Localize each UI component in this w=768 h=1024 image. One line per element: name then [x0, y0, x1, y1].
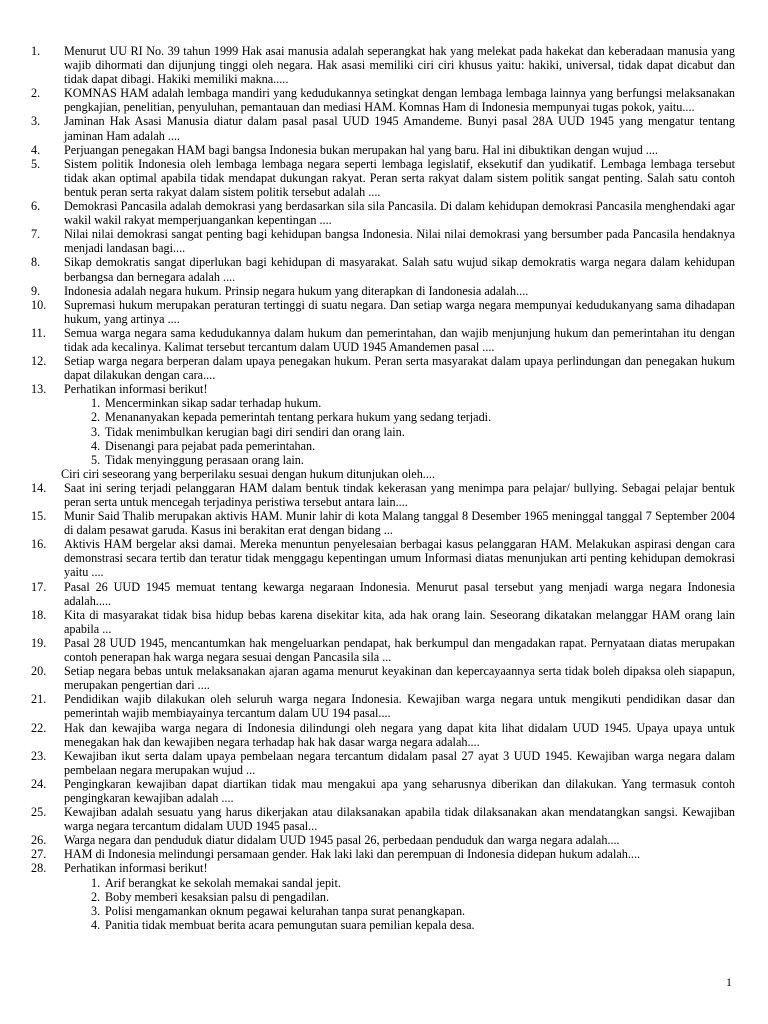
question-number: 16. [31, 537, 47, 552]
option-text: Polisi mengamankan oknum pegawai kelurahan tanpa surat penangkapan. [105, 903, 466, 918]
question-body [64, 805, 735, 833]
question-list [31, 44, 735, 932]
question-item [31, 580, 735, 608]
question-number: 6. [31, 199, 41, 214]
page-number: 1 [726, 975, 732, 989]
question-option [59, 453, 735, 467]
question-body [64, 580, 735, 608]
question-number: 20. [31, 664, 47, 679]
question-option [59, 439, 735, 453]
question-text: Pasal 28 UUD 1945, mencantumkan hak mengeluarkan pendapat, hak berkumpul dan mengadakan rapat. Pernyataan diatas merupakan contoh penerapan hak warga negara sesuai dengan Pancasila sila ... [64, 635, 735, 665]
question-body [64, 114, 735, 142]
option-number: 2. [91, 410, 101, 425]
option-number: 5. [91, 452, 101, 467]
question-body [64, 481, 735, 509]
question-body [64, 44, 735, 86]
question-body [64, 284, 735, 298]
option-number: 3. [91, 424, 101, 439]
question-body [64, 354, 735, 382]
question-option [59, 410, 735, 424]
question-text: Saat ini sering terjadi pelanggaran HAM dalam bentuk tindak kekerasan yang menimpa para pelajar/ bullying. Sebagai pelajar bentuk peran serta untuk mencegah terjadinya peristiwa tersebut antara lain.... [64, 480, 735, 509]
option-number: 1. [91, 396, 101, 411]
question-number: 27. [31, 847, 47, 862]
question-text: Nilai nilai demokrasi sangat penting bagi kehidupan bangsa Indonesia. Nilai nilai demokrasi yang bersumber pada Pancasila hendaknya menjadi landasan bagi.... [64, 227, 735, 256]
question-item [31, 86, 735, 114]
question-number: 15. [31, 509, 47, 524]
question-body [64, 749, 735, 777]
question-item [31, 692, 735, 720]
question-item [31, 481, 735, 509]
question-option [59, 918, 735, 932]
question-body [64, 537, 735, 579]
question-item [31, 143, 735, 157]
question-number: 5. [31, 156, 41, 171]
question-body [64, 255, 735, 283]
question-prompt: Ciri ciri seseorang yang berperilaku sesuai dengan hukum ditunjukan oleh.... [61, 466, 435, 481]
option-number: 4. [91, 917, 101, 932]
option-text: Mencerminkan sikap sadar terhadap hukum. [105, 396, 322, 411]
option-text: Tidak menyinggung perasaan orang lain. [105, 452, 304, 467]
question-number: 25. [31, 805, 47, 820]
question-option [59, 396, 735, 410]
question-body [64, 157, 735, 199]
option-number: 1. [91, 875, 101, 890]
question-body [64, 664, 735, 692]
question-item [31, 861, 735, 875]
question-number: 13. [31, 382, 47, 397]
question-text: Semua warga negara sama kedudukannya dalam hukum dan pemerintahan, dan wajib menjunjung hukum dan pemerintahan itu dengan tidak ada kecalinya. Kalimat tersebut tercantum dalam UUD 1945 Amandemen pasal .... [64, 325, 735, 354]
question-item [31, 255, 735, 283]
question-number: 28. [31, 861, 47, 876]
question-number: 23. [31, 748, 47, 763]
question-number: 12. [31, 354, 47, 369]
question-text: Sistem politik Indonesia oleh lembaga lembaga negara seperti lembaga legislatif, eksekutif dan yudikatif. Lembaga lembaga tersebut tidak akan optimal apabila tidak mendapat dukungan rakyat. Peran serta rakyat dalam sistem politik sangat penting. Salah satu contoh bentuk peran serta rakyat dalam sistem politik tersebut adalah .... [64, 156, 735, 199]
question-item [31, 777, 735, 805]
question-option [59, 425, 735, 439]
question-item [31, 354, 735, 382]
question-body [64, 861, 735, 875]
question-item [31, 284, 735, 298]
question-item [31, 199, 735, 227]
question-number: 1. [31, 44, 41, 58]
question-item [31, 227, 735, 255]
option-number: 2. [91, 889, 101, 904]
option-text: Arif berangkat ke sekolah memakai sandal jepit. [105, 875, 341, 890]
question-number: 19. [31, 635, 47, 650]
question-number: 21. [31, 692, 47, 707]
option-text: Panitia tidak membuat berita acara pemungutan suara pemilian kepala desa. [105, 917, 475, 932]
question-number: 10. [31, 297, 47, 312]
question-number: 14. [31, 480, 47, 495]
option-number: 4. [91, 438, 101, 453]
question-body [64, 143, 735, 157]
question-text: Setiap warga negara berperan dalam upaya penegakan hukum. Peran serta masyarakat dalam upaya perlindungan dan penegakan hukum dapat dilakukan dengan cara.... [64, 354, 735, 383]
question-text: Kewajiban ikut serta dalam upaya pembelaan negara tercantum didalam pasal 27 ayat 3 UUD 1945. Kewajiban warga negara dalam pembelaan negara merupakan wujud ... [64, 748, 735, 777]
question-item [31, 537, 735, 579]
question-text: Perhatikan informasi berikut! [64, 861, 208, 876]
question-number: 4. [31, 142, 41, 157]
option-text: Tidak menimbulkan kerugian bagi diri sendiri dan orang lain. [105, 424, 405, 439]
question-text: Supremasi hukum merupakan peraturan tertinggi di suatu negara. Dan setiap warga negara mempunyai kedudukanyang sama dihadapan hukum, yang artinya .... [64, 297, 735, 326]
question-text: Pasal 26 UUD 1945 memuat tentang kewarga negaraan Indonesia. Menurut pasal tersebut yang menjadi warga negara Indonesia adalah..... [64, 579, 735, 608]
question-number: 24. [31, 776, 47, 791]
question-number: 8. [31, 255, 41, 270]
question-number: 3. [31, 114, 41, 129]
option-number: 3. [91, 903, 101, 918]
question-text: Munir Said Thalib merupakan aktivis HAM. Munir lahir di kota Malang tanggal 8 Desember 1965 meninggal tanggal 7 September 2004 di dalam pesawat garuda. Kasus ini berakitan erat dengan bidang ... [64, 509, 735, 538]
question-item [31, 749, 735, 777]
question-body [64, 86, 735, 114]
question-body [64, 608, 735, 636]
question-item [31, 326, 735, 354]
question-item [31, 298, 735, 326]
question-text: Indonesia adalah negara hukum. Prinsip negara hukum yang diterapkan di Iandonesia adalah.... [64, 283, 529, 298]
question-text: Perjuangan penegakan HAM bagi bangsa Indonesia bukan merupakan hal yang baru. Hal ini dibuktikan dengan wujud .... [64, 142, 658, 157]
question-text: Warga negara dan penduduk diatur didalam UUD 1945 pasal 26, perbedaan penduduk dan warga negara adalah.... [64, 833, 620, 848]
question-body [64, 227, 735, 255]
question-body [64, 509, 735, 537]
question-body [64, 636, 735, 664]
question-text: Sikap demokratis sangat diperlukan bagi kehidupan di masyarakat. Salah satu wujud sikap demokratis warga negara dalam kehidupan berbangsa dan bernegara adalah .... [64, 255, 735, 284]
question-option [59, 876, 735, 890]
question-body [64, 847, 735, 861]
question-number: 2. [31, 86, 41, 101]
question-text: HAM di Indonesia melindungi persamaan gender. Hak laki laki dan perempuan di Indonesia didepan hukum adalah.... [64, 847, 641, 862]
question-body [64, 692, 735, 720]
question-number: 7. [31, 227, 41, 242]
question-text: KOMNAS HAM adalah lembaga mandiri yang kedudukannya setingkat dengan lembaga lembaga lainnya yang berfungsi melaksanakan pengkajian, penelitian, penyuluhan, pemantauan dan mediasi HAM. Komnas Ham di Indonesia mempunyai tugas pokok, yaitu.... [64, 86, 735, 115]
question-number: 18. [31, 607, 47, 622]
question-number: 9. [31, 283, 41, 298]
question-item [31, 114, 735, 142]
option-text: Disenangi para pejabat pada pemerintahan. [105, 438, 316, 453]
question-item [31, 44, 735, 86]
question-item [31, 833, 735, 847]
question-text: Menurut UU RI No. 39 tahun 1999 Hak asai manusia adalah seperangkat hak yang melekat pada hakekat dan keberadaan manusia yang wajib dihormati dan dijunjung tinggi oleh negara. Hak asasi memiliki ciri ciri khusus yaitu: hakiki, universal, tidak dapat dicabut dan tidak dapat dibagi. Hakiki memiliki makna..... [64, 44, 735, 87]
question-text: Pengingkaran kewajiban dapat diartikan tidak mau mengakui apa yang seharusnya diberikan dan dilakukan. Yang termasuk contoh pengingkaran kewajiban adalah .... [64, 776, 735, 805]
question-item [31, 157, 735, 199]
question-body [64, 721, 735, 749]
question-text: Kewajiban adalah sesuatu yang harus dikerjakan atau dilaksanakan apabila tidak dilaksanakan akan mendatangkan sangsi. Kewajiban warga negara tercantum didalam UUD 1945 pasal... [64, 805, 735, 834]
question-body [64, 199, 735, 227]
question-text: Hak dan kewajiba warga negara di Indonesia dilindungi oleh negara yang dapat kita lihat didalam UUD 1945. Upaya upaya untuk menegakan hak dan kewajiben negara terhadap hak hak dasar warga negara adalah.... [64, 720, 735, 749]
question-text: Aktivis HAM bergelar aksi damai. Mereka menuntun penyelesaian berbagai kasus pelanggaran HAM. Melakukan aspirasi dengan cara demonstrasi secara tertib dan teratur tidak menggagu kepentingan umum Informasi diatas menunjukan arti penting kehidupan demokrasi yaitu .... [64, 537, 735, 580]
question-text: Jaminan Hak Asasi Manusia diatur dalam pasal pasal UUD 1945 Amandeme. Bunyi pasal 28A UUD 1945 yang mengatur tentang jaminan Ham adalah .... [64, 114, 735, 143]
question-item [31, 636, 735, 664]
question-number: 22. [31, 720, 47, 735]
question-item [31, 847, 735, 861]
question-text: Setiap negara bebas untuk melaksanakan ajaran agama menurut keyakinan dan kepercayaannya serta tidak boleh dipaksa oleh siapapun, merupakan pengertian dari .... [64, 664, 735, 693]
question-item [31, 721, 735, 749]
question-item [31, 509, 735, 537]
question-text: Perhatikan informasi berikut! [64, 382, 208, 397]
question-number: 17. [31, 579, 47, 594]
question-body [64, 326, 735, 354]
option-text: Boby memberi kesaksian palsu di pengadilan. [105, 889, 330, 904]
question-body [64, 382, 735, 396]
question-number: 11. [31, 325, 46, 340]
question-text: Pendidikan wajib dilakukan oleh seluruh warga negara Indonesia. Kewajiban warga negara untuk mengikuti pendidikan dasar dan pemerintah wajib membiayainya tercantum dalam UU 194 pasal.... [64, 692, 735, 721]
question-body [64, 777, 735, 805]
question-option [59, 890, 735, 904]
question-body [64, 298, 735, 326]
question-item [31, 664, 735, 692]
option-text: Menananyakan kepada pemerintah tentang perkara hukum yang sedang terjadi. [105, 410, 492, 425]
question-body [64, 833, 735, 847]
question-item [31, 382, 735, 396]
question-text: Demokrasi Pancasila adalah demokrasi yang berdasarkan sila sila Pancasila. Di dalam kehidupan demokrasi Pancasila menghendaki agar wakil wakil rakyat memperjuangankan kepentingan .... [64, 199, 735, 228]
question-item [31, 805, 735, 833]
question-option [59, 904, 735, 918]
question-text: Kita di masyarakat tidak bisa hidup bebas karena disekitar kita, ada hak orang lain. Seseorang dikatakan melanggar HAM orang lain apabila ... [64, 607, 735, 636]
question-number: 26. [31, 833, 47, 848]
question-item [31, 608, 735, 636]
